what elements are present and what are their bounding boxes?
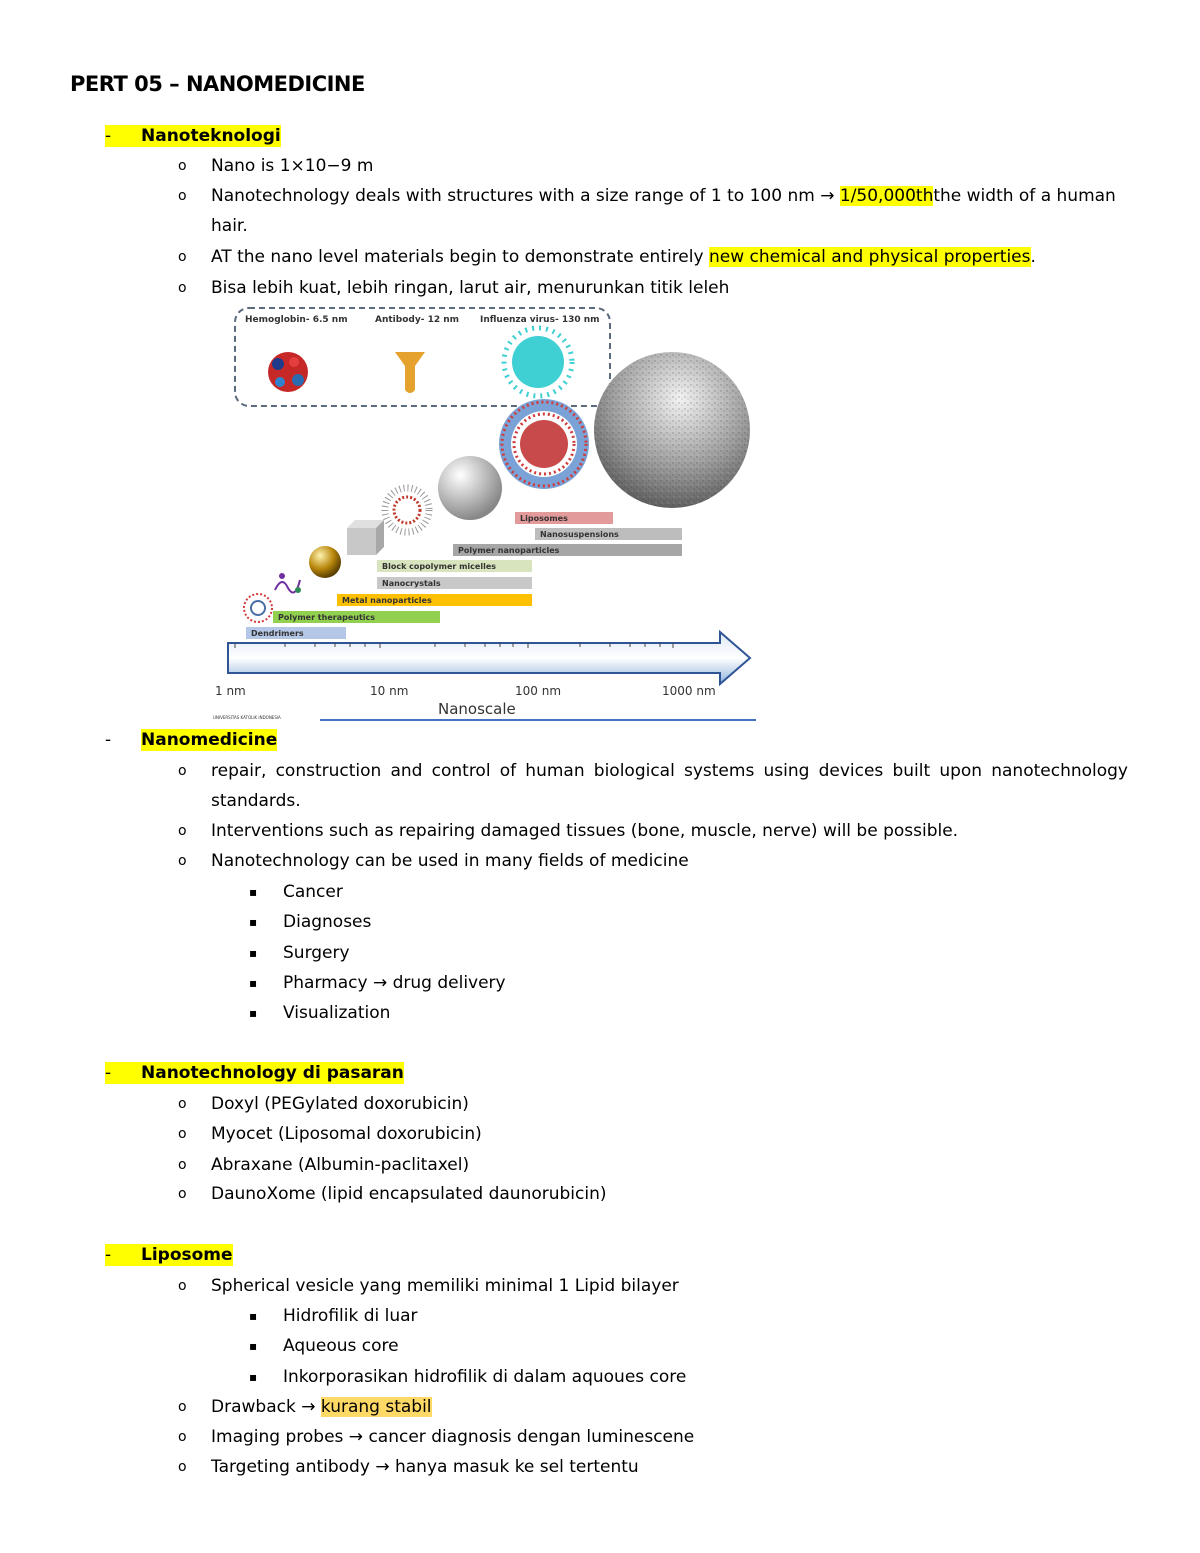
heading-nanoteknologi: Nanoteknologi (141, 126, 281, 146)
heading-pasaran: Nanotechnology di pasaran (141, 1063, 404, 1083)
bullet-square: ▪ (249, 976, 258, 990)
figure-footer-text: UNIVERSITAS KATOLIK INDONESIA (213, 715, 281, 720)
bullet-square: ▪ (249, 1339, 258, 1353)
list-item: Drawback → kurang stabil (211, 1397, 432, 1417)
bullet-circle: o (178, 1278, 187, 1294)
bullet-square: ▪ (249, 1370, 258, 1384)
metal-nanoparticle-sphere (309, 546, 341, 578)
section-dash: - (105, 1062, 141, 1084)
bar-label: Nanosuspensions (540, 530, 619, 539)
bar-label: Liposomes (520, 514, 568, 523)
arrow-icon: → (372, 973, 388, 993)
bar-label: Nanocrystals (382, 579, 441, 588)
bullet-square: ▪ (249, 915, 258, 929)
bullet-circle: o (178, 1096, 187, 1112)
arrow-icon: → (348, 1427, 364, 1447)
bullet-circle: o (178, 1126, 187, 1142)
axis-tick-label: 100 nm (515, 684, 562, 698)
bullet-circle: o (178, 188, 187, 204)
bar-label: Block copolymer micelles (382, 562, 497, 571)
list-item: Targeting antibody → hanya masuk ke sel tertentu (211, 1457, 639, 1477)
section-dash: - (105, 125, 141, 147)
sub-list-item: Diagnoses (283, 912, 372, 932)
bullet-circle: o (178, 823, 187, 839)
hemoglobin-icon (268, 352, 308, 392)
highlight-text: kurang stabil (320, 1397, 432, 1417)
list-item: Bisa lebih kuat, lebih ringan, larut air, menurunkan titik leleh (211, 278, 730, 298)
sub-list-item: Aqueous core (283, 1336, 399, 1356)
sub-list-item: Visualization (283, 1003, 391, 1023)
axis-tick-label: 1 nm (215, 684, 246, 698)
bullet-circle: o (178, 249, 187, 265)
list-item: Interventions such as repairing damaged tissues (bone, muscle, nerve) will be possible. (211, 821, 959, 841)
box-label: Influenza virus- 130 nm (480, 315, 600, 325)
bar-label: Dendrimers (251, 629, 304, 638)
list-item: Imaging probes → cancer diagnosis dengan luminescene (211, 1427, 695, 1447)
bullet-circle: o (178, 1459, 187, 1475)
antibody-icon (395, 352, 425, 393)
bar-label: Polymer nanoparticles (458, 546, 560, 555)
sub-list-item: Hidrofilik di luar (283, 1306, 418, 1326)
axis-tick-label: 1000 nm (662, 684, 716, 698)
virus-icon (504, 328, 572, 396)
bar-label: Polymer therapeutics (278, 613, 376, 622)
bullet-circle: o (178, 1399, 187, 1415)
page-title: PERT 05 – NANOMEDICINE (70, 72, 365, 96)
list-item: Doxyl (PEGylated doxorubicin) (211, 1094, 469, 1114)
nanocrystal-cube (347, 520, 384, 555)
bullet-square: ▪ (249, 1309, 258, 1323)
list-item: DaunoXome (lipid encapsulated daunorubicin) (211, 1184, 607, 1204)
highlight-text: new chemical and physical properties (708, 247, 1031, 267)
nanoscale-axis-arrow (228, 632, 750, 684)
bullet-square: ▪ (249, 1006, 258, 1020)
list-item: AT the nano level materials begin to demonstrate entirely new chemical and physical properties. (211, 247, 1036, 267)
bar-label: Metal nanoparticles (342, 596, 432, 605)
sub-list-item: Pharmacy → drug delivery (283, 973, 506, 993)
liposome-icon (499, 399, 589, 489)
section-dash: - (105, 1244, 141, 1266)
section-dash: - (105, 730, 112, 750)
bullet-circle: o (178, 280, 187, 296)
sub-list-item: Cancer (283, 882, 343, 902)
list-item: Spherical vesicle yang memiliki minimal 1 Lipid bilayer (211, 1276, 679, 1296)
heading-liposome: Liposome (141, 1245, 233, 1265)
bullet-circle: o (178, 1186, 187, 1202)
list-item: Nano is 1×10−9 m (211, 156, 374, 176)
arrow-icon: → (820, 186, 835, 206)
bullet-circle: o (178, 158, 187, 174)
arrow-icon: → (301, 1397, 316, 1417)
arrow-icon: → (375, 1457, 390, 1477)
nanoscale-figure (210, 300, 770, 725)
heading-nanomedicine: Nanomedicine (141, 730, 278, 750)
bullet-circle: o (178, 1157, 187, 1173)
list-item: Nanotechnology deals with structures with a size range of 1 to 100 nm → 1/50,000ththe width of a human (211, 186, 1116, 206)
dendrimer-icon (244, 594, 272, 622)
axis-tick-label: 10 nm (370, 684, 409, 698)
list-item-continuation: hair. (211, 216, 248, 236)
axis-title: Nanoscale (438, 700, 516, 718)
bullet-circle: o (178, 853, 187, 869)
bullet-square: ▪ (249, 946, 258, 960)
box-label: Antibody- 12 nm (375, 315, 460, 325)
list-item: Abraxane (Albumin-paclitaxel) (211, 1155, 470, 1175)
highlight-text: 1/50,000th (839, 186, 934, 206)
list-item: Myocet (Liposomal doxorubicin) (211, 1124, 482, 1144)
list-item-continuation: standards. (211, 791, 301, 811)
bullet-circle: o (178, 763, 187, 779)
list-item: repair, construction and control of human biological systems using devices built upon nanotechnology (211, 761, 1128, 781)
box-label: Hemoglobin- 6.5 nm (245, 315, 348, 325)
micelle-icon (385, 488, 429, 532)
bullet-circle: o (178, 1429, 187, 1445)
sub-list-item: Surgery (283, 943, 350, 963)
list-item: Nanotechnology can be used in many fields of medicine (211, 851, 689, 871)
bullet-square: ▪ (249, 885, 258, 899)
sub-list-item: Inkorporasikan hidrofilik di dalam aquoues core (283, 1367, 687, 1387)
polymer-nanoparticle-sphere (438, 456, 502, 520)
